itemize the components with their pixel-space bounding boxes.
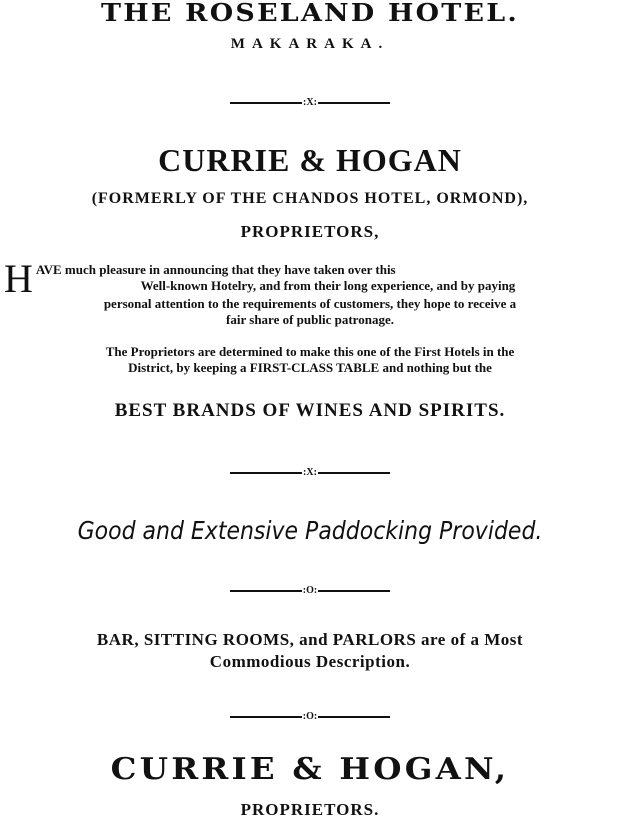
proprietors-footer: PROPRIETORS. [240, 800, 380, 819]
hotel-name-heading: THE ROSELAND HOTEL. [100, 0, 520, 27]
paragraph-line: fair share of public patronage. [226, 312, 394, 327]
divider-2 [0, 468, 620, 478]
determination-paragraph [0, 344, 620, 376]
paragraph-line: AVE much pleasure in announcing that they have taken over this [35, 262, 396, 277]
drop-cap: H [4, 256, 33, 301]
divider-3 [0, 586, 620, 596]
divider-1 [0, 98, 620, 108]
firm-name-footer: CURRIE & HOGAN, [110, 752, 510, 787]
divider-mark: :O: [302, 711, 318, 722]
paddocking-line: Good and Extensive Paddocking Provided. [77, 516, 543, 545]
paragraph-line: Well-known Hotelry, and from their long experience, and by paying [140, 278, 516, 293]
firm-name-heading: CURRIE & HOGAN [158, 142, 462, 178]
proprietors-label: PROPRIETORS, [240, 222, 380, 241]
divider-mark: :X: [303, 97, 317, 108]
divider-mark: :X: [303, 467, 317, 478]
bar-rooms-line: BAR, SITTING ROOMS, and PARLORS are of a Most [96, 630, 524, 649]
formerly-note: (FORMERLY OF THE CHANDOS HOTEL, ORMOND), [91, 190, 529, 207]
location-heading: MAKARAKA. [230, 36, 390, 52]
bar-rooms-line: Commodious Description. [209, 652, 411, 671]
divider-mark: :O: [302, 585, 318, 596]
paragraph-line: personal attention to the requirements of customers, they hope to receive a [103, 296, 517, 311]
paragraph-line: The Proprietors are determined to make this one of the First Hotels in the [105, 344, 515, 359]
announcement-paragraph [0, 256, 620, 328]
best-brands-line: BEST BRANDS OF WINES AND SPIRITS. [114, 400, 506, 421]
divider-4 [0, 712, 620, 722]
paragraph-line: District, by keeping a FIRST-CLASS TABLE and nothing but the [128, 360, 492, 375]
